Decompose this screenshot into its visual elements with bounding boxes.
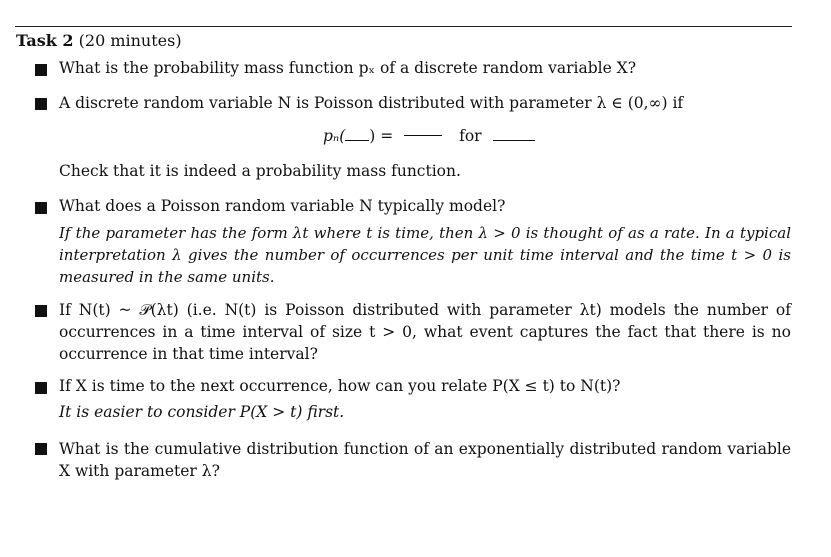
task-heading [16,31,182,50]
question-2: A discrete random variable N is Poisson distributed with parameter λ ∈ (0,∞) if [59,94,684,112]
blank-domain [493,139,535,141]
formula-lhs: pₙ( [323,127,346,145]
question-3: What does a Poisson random variable N typically model? [59,197,506,215]
bullet-2 [35,98,47,110]
question-6: What is the cumulative distribution function of an exponentially distributed random variable X with parameter λ? [59,440,791,480]
question-5: If X is time to the next occurrence, how can you relate P(X ≤ t) to N(t)? [59,377,621,395]
poisson-formula [323,127,535,145]
top-rule [15,26,792,27]
task-duration: (20 minutes) [78,31,182,50]
hint-3: If the parameter has the form λt where t is time, then λ > 0 is thought of as a rate. In a typical interpretation λ gives the number of occurrences per unit time interval and the time t > 0 is measured in the same units. [59,224,791,286]
blank-argument [345,139,369,141]
bullet-3 [35,202,47,214]
hint-5: It is easier to consider P(X > t) first. [59,403,345,421]
blank-expression [404,134,442,136]
bullet-4 [35,305,47,317]
question-4: If N(t) ~ 𝒫(λt) (i.e. N(t) is Poisson distributed with parameter λt) models the number of occurrences in a time interval of size t > 0, what event captures the fact that there is no occurrence in that time interval? [59,301,791,363]
bullet-5 [35,382,47,394]
bullet-6 [35,443,47,455]
followup-2: Check that it is indeed a probability mass function. [59,162,461,180]
question-1: What is the probability mass function pₓ of a discrete random variable X? [59,59,637,77]
bullet-1 [35,64,47,76]
task-label: Task 2 [16,31,74,50]
formula-for: for [459,127,482,145]
formula-equals: ) = [369,127,394,145]
